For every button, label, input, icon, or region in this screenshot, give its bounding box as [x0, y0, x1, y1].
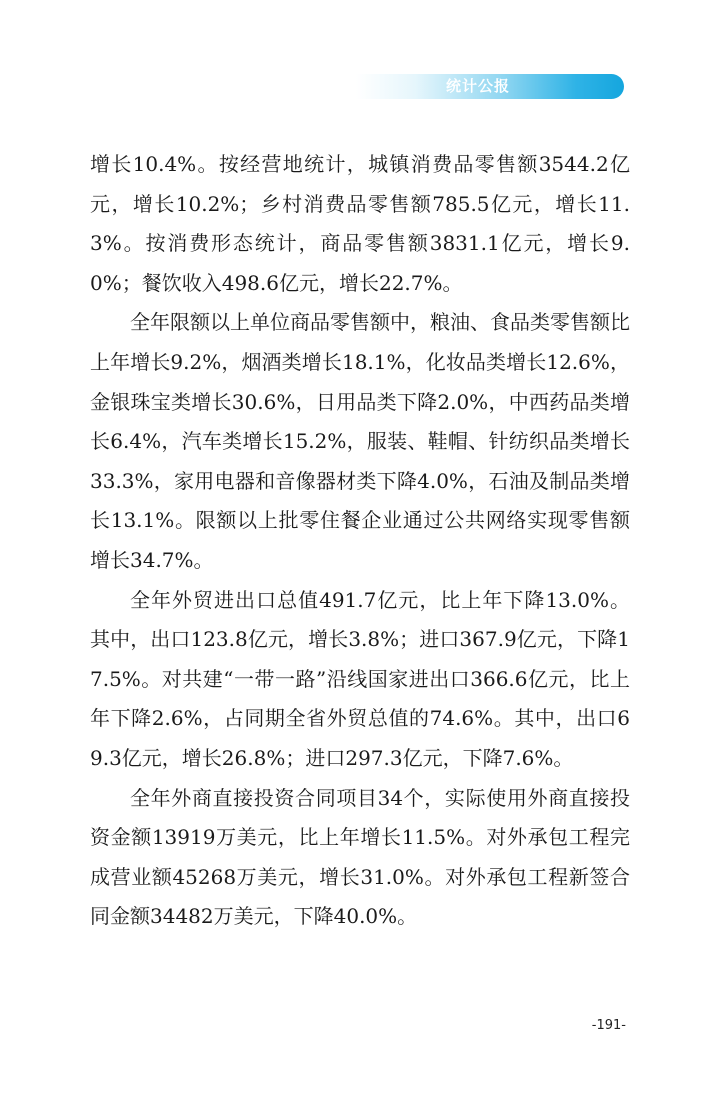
paragraph-foreign-investment: 全年外商直接投资合同项目34个，实际使用外商直接投资金额13919万美元，比上年增长11.5%。对外承包工程完成营业额45268万美元，增长31.0%。对外承包工程新签合同金额34482万美元，下降40.0%。 — [90, 785, 630, 929]
paragraph-retail-categories: 全年限额以上单位商品零售额中，粮油、食品类零售额比上年增长9.2%，烟酒类增长18.1%，化妆品类增长12.6%，金银珠宝类增长30.6%，日用品类下降2.0%，中西药品类增长6.4%，汽车类增长15.2%，服装、鞋帽、针纺织品类增长33.3%，家用电器和音像器材类下降4.0%，石油及制品类增长13.1%。限额以上批零住餐企业通过公共网络实现零售额增长34.7%。 — [90, 310, 630, 572]
body-text — [90, 145, 630, 937]
paragraph-foreign-trade: 全年外贸进出口总值491.7亿元，比上年下降13.0%。其中，出口123.8亿元，增长3.8%；进口367.9亿元，下降17.5%。对共建“一带一路”沿线国家进出口366.6亿元，比上年下降2.6%，占同期全省外贸总值的74.6%。其中，出口69.3亿元，增长26.8%；进口297.3亿元，下降7.6%。 — [90, 587, 630, 770]
section-title: 统计公报 — [446, 77, 511, 95]
page-number: -191- — [591, 1018, 626, 1033]
paragraph-retail-sales: 增长10.4%。按经营地统计，城镇消费品零售额3544.2亿元，增长10.2%；乡村消费品零售额785.5亿元，增长11.3%。按消费形态统计，商品零售额3831.1亿元，增长9.0%；餐饮收入498.6亿元，增长22.7%。 — [90, 152, 630, 295]
